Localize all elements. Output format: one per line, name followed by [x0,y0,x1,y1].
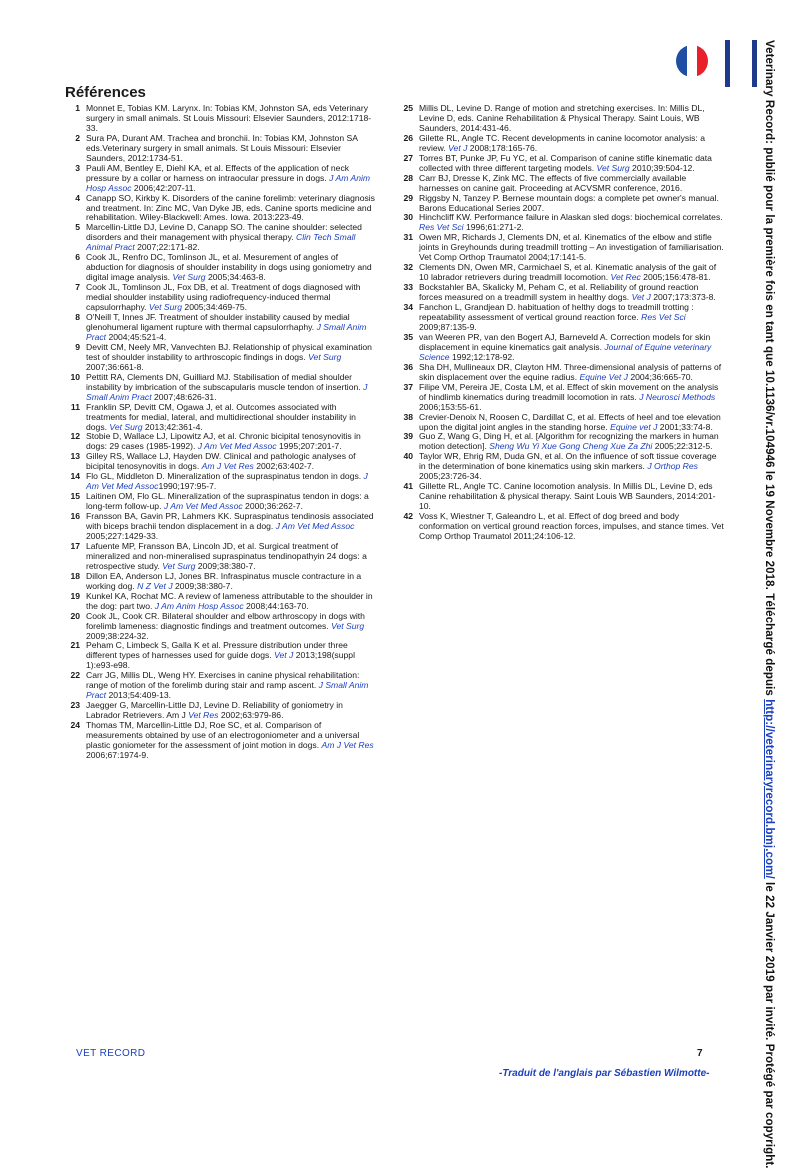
reference-text [419,104,724,134]
reference-authors-title: Flo GL, Middleton D. Mineralization of the supraspinatus tendon in dogs. [86,471,364,482]
reference-number: 41 [403,481,413,492]
reference-journal-link[interactable]: J Am Vet Med Assoc [163,501,243,512]
reference-journal-link[interactable]: Vet Surg [331,620,365,631]
reference-number: 36 [403,361,413,372]
reference-text [419,482,724,512]
reference-citation-details: 1992;12:178-92. [449,351,515,362]
reference-item [398,104,724,134]
reference-authors-title: Torres BT, Punke JP, Fu YC, et al. Comparison of canine stifle kinematic data collected with three different targeting models. [419,152,712,173]
reference-journal-link[interactable]: J Small Anim Pract [86,381,368,402]
reference-item [398,194,724,214]
reference-text [86,721,377,761]
reference-authors-title: Guo Z, Wang G, Ding H, et al. [Algorithm for recognizing the markers in human motion detection]. [419,431,719,452]
translator-credit: -Traduit de l'anglais par Sébastien Wilmotte- [499,1068,710,1079]
reference-item [65,373,377,403]
reference-text [86,701,377,721]
reference-authors-title: Bockstahler BA, Skalicky M, Peham C, et al. Reliability of ground reaction forces measured on a treadmill system in healthy dogs. [419,282,699,303]
reference-number: 27 [403,152,413,163]
reference-text [419,233,724,263]
reference-item [398,363,724,383]
reference-number: 2 [75,132,80,143]
reference-authors-title: Hinchcliff KW. Performance failure in Alaskan sled dogs: biochemical correlates. [419,212,723,223]
references-heading: Références [65,84,146,101]
references-column-left [65,104,377,761]
reference-text [419,213,724,233]
reference-journal-link[interactable]: Res Vet Sci [419,222,464,233]
reference-number: 21 [70,640,80,651]
reference-citation-details: 2009;38:380-7. [172,580,233,591]
reference-item [398,383,724,413]
reference-citation-details: 1990;197:95-7. [158,481,217,492]
reference-text [419,154,724,174]
reference-text [86,472,377,492]
side-journal-name: Veterinary Record [763,40,775,141]
reference-number: 14 [70,471,80,482]
reference-citation-details: 2013;54:409-13. [106,690,172,701]
reference-journal-link[interactable]: Equine Vet J [579,371,628,382]
reference-citation-details: 2008;44:163-70. [243,600,309,611]
reference-number: 33 [403,282,413,293]
reference-number: 4 [75,192,80,203]
flag-red-band [697,45,708,77]
reference-text [86,512,377,542]
reference-number: 11 [70,401,80,412]
reference-number: 13 [70,451,80,462]
reference-citation-details: 2006;67:1974-9. [86,749,149,760]
reference-text [419,432,724,452]
reference-item [398,174,724,194]
reference-authors-title: Dillon EA, Anderson LJ, Jones BR. Infraspinatus muscle contracture in a working dog. [86,570,362,591]
reference-authors-title: Jaegger G, Marcellin-Little DJ, Levine D. Reliability of goniometry in Labrador Retrievers. Am J [86,700,343,721]
reference-text [86,373,377,403]
reference-number: 1 [75,103,80,113]
reference-authors-title: Gilette RL, Angle TC. Recent developments in canine locomotor analysis: a review. [419,132,705,153]
side-journal-link[interactable]: http://veterinaryrecord.bmj.com/ [763,699,775,879]
reference-authors-title: Fanchon L, Grandjean D. habituation of helthy dogs to treadmill trotting : repeatability assessment of vertical ground reaction force. [419,302,694,323]
reference-number: 7 [75,282,80,293]
reference-item [65,701,377,721]
reference-text [419,283,724,303]
reference-text [86,164,377,194]
side-publication-info: : publié pour la première fois en tant que 10.1136/vr.104946 le 19 Novembre 2018. Téléchargé depuis [763,140,775,700]
reference-number: 23 [70,700,80,711]
reference-number: 40 [403,451,413,462]
reference-item [65,542,377,572]
reference-authors-title: Canapp SO, Kirkby K. Disorders of the canine forelimb: veterinary diagnosis and treatment. In: Zinc MC, Van Dyke JB, eds. Canine sports medicine and rehabilitation. Wiley-Blackwell: Ames. Iowa. 2013:223-49. [86,192,375,223]
reference-journal-link[interactable]: Vet Surg [109,421,143,432]
reference-number: 38 [403,411,413,422]
reference-journal-link[interactable]: Vet Rec [610,272,641,283]
reference-authors-title: Pauli AM, Bentley E, Diehl KA, et al. Effects of the application of neck pressure by a collar or harness on intraocular pressure in dogs. [86,162,350,183]
reference-text [419,194,724,214]
reference-authors-title: Gillette RL, Angle TC. Canine locomotion analysis. In Millis DL, Levine D, eds Canine rehabilitation & physical therapy. Saint Louis WB Saunders, 2014:201-10. [419,481,716,512]
reference-text [86,403,377,433]
reference-authors-title: Cook JL, Cook CR. Bilateral shoulder and elbow arthroscopy in dogs with forelimb lameness: diagnostic findings and treatment outcomes. [86,610,365,631]
reference-number: 26 [403,132,413,143]
reference-journal-link[interactable]: Journal of Equine veterinary Science [419,341,712,362]
reference-number: 39 [403,431,413,442]
reference-citation-details: 1996;61:271-2. [463,222,524,233]
reference-authors-title: Clements DN, Owen MR, Carmichael S, et al. Kinematic analysis of the gait of 10 labrador retrievers during treadmill locomotion. [419,262,717,283]
reference-citation-details: 2007;173:373-8. [650,292,716,303]
reference-number: 10 [70,371,80,382]
side-citation-notice [760,40,778,1169]
reference-item [65,164,377,194]
reference-number: 37 [403,381,413,392]
reference-authors-title: Cook JL, Renfro DC, Tomlinson JL, et al. Mesurement of angles of abduction for diagnosis of shoulder instability in dogs using goniometry and digital image analysis. [86,252,372,283]
reference-citation-details: 2005;23:726-34. [419,471,482,482]
reference-item [65,452,377,472]
reference-text [86,194,377,224]
reference-authors-title: Devitt CM, Neely MR, Vanvechten BJ. Relationship of physical examination test of shoulder instability to arthroscopic findings in dogs. [86,341,372,362]
reference-item [65,283,377,313]
reference-journal-link[interactable]: J Neurosci Methods [639,391,716,402]
reference-citation-details: 2009;38:380-7. [195,560,256,571]
reference-number: 19 [70,590,80,601]
reference-authors-title: Franklin SP, Devitt CM, Ogawa J, et al. Outcomes associated with treatments for medial, lateral, and multidirectional shoulder instability in dogs. [86,401,356,432]
header-accent-bar [725,40,730,87]
reference-journal-link[interactable]: Am J Vet Res [201,461,254,472]
reference-text [419,263,724,283]
reference-item [398,263,724,283]
reference-text [86,572,377,592]
reference-number: 15 [70,491,80,502]
reference-text [419,174,724,194]
reference-citation-details: 2007;22:171-82. [134,242,200,253]
reference-authors-title: Lafuente MP, Fransson BA, Lincoln JD, et al. Surgical treatment of mineralized and non-mineralised supraspinatus tendinopathyin 24 dogs: a retrospective study. [86,540,367,571]
reference-item [398,303,724,333]
reference-number: 18 [70,570,80,581]
reference-text [86,542,377,572]
reference-citation-details: 2005;34:463-8. [205,272,266,283]
reference-journal-link[interactable]: Res Vet Sci [641,312,686,323]
reference-journal-link[interactable]: Vet Surg [596,162,630,173]
reference-item [65,343,377,373]
references-column-right [398,104,724,542]
reference-citation-details: 2005;156:478-81. [640,272,711,283]
reference-journal-link[interactable]: Sheng Wu Yi Xue Gong Cheng Xue Za Zhi [489,441,653,452]
reference-item [398,482,724,512]
reference-item [65,512,377,542]
reference-text [86,432,377,452]
reference-citation-details: 2005;22:312-5. [652,441,713,452]
reference-journal-link[interactable]: J Orthop Res [647,461,698,472]
reference-item [65,194,377,224]
reference-number: 3 [75,162,80,173]
reference-number: 31 [403,232,413,243]
reference-journal-link[interactable]: Equine vet J [610,421,658,432]
reference-citation-details: 2009;38:224-32. [86,630,149,641]
reference-authors-title: Cook JL, Tomlinson JL, Fox DB, et al. Treatment of dogs diagnosed with medial shoulder instability using radiofrequency-induced thermal capsulorrhaphy. [86,282,361,313]
reference-text [86,134,377,164]
reference-text [86,452,377,472]
reference-text [86,283,377,313]
reference-item [65,721,377,761]
reference-citation-details: 1995;207:201-7. [276,441,342,452]
reference-authors-title: Fransson BA, Gavin PR, Lahmers KK. Supraspinatus tendinosis associated with biceps brachii tendon displacement in a dog. [86,511,374,532]
reference-number: 32 [403,262,413,273]
reference-authors-title: Gilley RS, Wallace LJ, Hayden DW. Clinical and pathologic analyses of bicipital tenosynovitis in dogs. [86,451,356,472]
reference-item [398,512,724,542]
reference-authors-title: Taylor WR, Ehrig RM, Duda GN, et al. On the influence of soft tissue coverage in the determination of bone kinematics using skin markers. [419,451,717,472]
reference-item [65,253,377,283]
reference-text [86,104,377,134]
reference-item [65,403,377,433]
reference-citation-details: 2004;45:521-4. [106,331,167,342]
reference-authors-title: Thomas TM, Marcellin-Little DJ, Roe SC, et al. Comparison of measurements obtained by use of an electrogoniometer and a universal plastic goniometer for the assessment of joint motion in dogs. [86,720,360,750]
reference-citation-details: 2002;63:402-7. [253,461,315,472]
footer-journal-name: VET RECORD [76,1048,146,1059]
page-number: 7 [697,1048,703,1059]
reference-item [65,492,377,512]
reference-journal-link[interactable]: Vet J [631,292,651,303]
reference-number: 9 [75,341,80,352]
reference-number: 20 [70,610,80,621]
reference-number: 5 [75,222,80,233]
reference-citation-details: 2001;33:74-8. [657,421,713,432]
reference-authors-title: Stobie D, Wallace LJ, Lipowitz AJ, et al. Chronic bicipital tenosynovitis in dogs: 29 cases (1985-1992). [86,431,361,452]
reference-journal-link[interactable]: Vet J [274,650,294,661]
reference-authors-title: Sha DH, Mullineaux DR, Clayton HM. Three-dimensional analysis of patterns of skin displacement over the equine radius. [419,361,722,382]
reference-citation-details: 2009;87:135-9. [419,321,477,332]
french-flag-icon [676,45,708,77]
reference-item [398,233,724,263]
reference-item [65,641,377,671]
reference-number: 12 [70,431,80,442]
reference-authors-title: O'Neill T, Innes JF. Treatment of shoulder instability caused by medial glenohumeral ligament rupture with thermal capsulorrhaphy. [86,312,350,332]
reference-citation-details: 2013;198(suppl 1):e93-e98. [86,650,355,671]
reference-text [419,512,724,542]
reference-journal-link[interactable]: J Am Vet Med Assoc [86,471,368,492]
reference-number: 29 [403,192,413,203]
reference-citation-details: 2005;227:1429-33. [86,530,159,541]
reference-item [65,313,377,343]
reference-authors-title: Sura PA, Durant AM. Trachea and bronchii. In: Tobias KM, Johnston SA eds.Veterinary surgery in small animals. St Louis Missouri: Elsevier Saunders, 2012:1734-51. [86,132,358,163]
reference-journal-link[interactable]: J Am Anim Hosp Assoc [154,600,244,611]
reference-citation-details: 2007;36:661-8. [86,361,144,372]
reference-journal-link[interactable]: J Am Vet Med Assoc [275,521,355,532]
reference-authors-title: Carr JG, Millis DL, Weng HY. Exercises in canine physical rehabilitation: range of motion of the forelimb during stair and ramp ascent. [86,670,360,691]
reference-journal-link[interactable]: J Small Anim Pract [86,321,367,342]
reference-authors-title: Owen MR, Richards J, Clements DN, et al. Kinematics of the elbow and stifle joints in Greyhounds during treadmill trotting – An investigation of familiarisation. Vet Comp Orthop Traumatol 2004;17:141-5. [419,232,724,263]
reference-journal-link[interactable]: Clin Tech Small Animal Pract [86,232,356,253]
reference-authors-title: Millis DL, Levine D. Range of motion and stretching exercises. In: Millis DL, Levine D, eds. Canine Rehabilitation & Physical Therapy. Saint Louis, WB Saunders, 2014:431-46. [419,103,705,133]
reference-number: 30 [403,212,413,223]
reference-text [419,452,724,482]
flag-blue-band [676,45,687,77]
reference-authors-title: Crevier-Denoix N, Roosen C, Dardillat C, et al. Effects of heel and toe elevation upon the digital joint angles in the standing horse. [419,411,721,432]
reference-citation-details: 2013;42:361-4. [142,421,203,432]
reference-journal-link[interactable]: J Small Anim Pract [86,680,369,701]
reference-text [86,671,377,701]
reference-citation-details: 2008;178:165-76. [467,142,538,153]
reference-number: 16 [70,511,80,522]
reference-authors-title: Pettitt RA, Clements DN, Guilliard MJ. Stabilisation of medial shoulder instability by imbrication of the subscapularis muscle tendon of insertion. [86,371,364,392]
reference-item [65,104,377,134]
reference-citation-details: 2010;39:504-12. [629,162,695,173]
reference-journal-link[interactable]: J Am Anim Hosp Assoc [86,172,371,193]
reference-authors-title: van Weeren PR, van den Bogert AJ, Barneveld A. Correction models for skin displacement in equine kinematics gait analysis. [419,331,711,352]
reference-citation-details: 2006;153:55-61. [419,401,482,412]
reference-number: 25 [403,103,413,113]
reference-text [419,303,724,333]
flag-white-band [687,45,698,77]
reference-number: 35 [403,331,413,342]
reference-item [398,413,724,433]
reference-journal-link[interactable]: Vet Surg [308,351,342,362]
reference-citation-details: 2007;48:626-31. [151,391,217,402]
reference-citation-details: 2006;42:207-11. [131,182,196,193]
header-accent-bar [752,40,757,87]
reference-item [398,452,724,482]
reference-text [419,333,724,363]
reference-authors-title: Voss K, Wiestner T, Galeandro L, et al. Effect of dog breed and body conformation on vertical ground reaction forces, impulses, and stance times. Vet Comp Orthop Traumatol 2011;24:106-12. [419,511,724,541]
reference-journal-link[interactable]: Am J Vet Res [321,740,374,750]
reference-authors-title: Carr BJ, Dresse K, Zink MC. The effects of five commercially available harnesses on canine gait. Proceeding at ACVSMR conference, 2016. [419,172,687,193]
reference-journal-link[interactable]: Vet Res [188,710,219,721]
reference-journal-link[interactable]: J Am Vet Med Assoc [197,441,277,452]
reference-item [65,572,377,592]
reference-authors-title: Monnet E, Tobias KM. Larynx. In: Tobias KM, Johnston SA, eds Veterinary surgery in small animals. St Louis Missouri: Elsevier Saunders, 2012:1718-33. [86,103,372,133]
reference-authors-title: Riggsby N, Tanzey P. Bernese mountain dogs: a complete pet owner's manual. Barons Educational Series 2007. [419,192,719,213]
reference-number: 42 [403,511,413,522]
reference-authors-title: Marcellin-Little DJ, Levine D, Canapp SO. The canine shoulder: selected disorders and their management with physical therapy. [86,222,362,243]
reference-item [65,671,377,701]
reference-text [86,313,377,343]
reference-text [86,253,377,283]
reference-item [65,592,377,612]
reference-text [419,363,724,383]
reference-journal-link[interactable]: Vet Surg [162,560,196,571]
reference-item [398,154,724,174]
reference-item [398,333,724,363]
reference-number: 28 [403,172,413,183]
reference-text [86,492,377,512]
reference-item [65,612,377,642]
reference-item [398,134,724,154]
reference-item [398,213,724,233]
reference-journal-link[interactable]: Vet Surg [172,272,206,283]
reference-authors-title: Kunkel KA, Rochat MC. A review of lameness attributable to the shoulder in the dog: part two. [86,590,373,611]
reference-number: 24 [70,720,80,731]
reference-text [86,641,377,671]
reference-citation-details: 2004;36:665-70. [627,371,693,382]
reference-authors-title: Laitinen OM, Flo GL. Mineralization of the supraspinatus tendon in dogs: a long-term follow-up. [86,491,369,512]
reference-text [86,592,377,612]
reference-text [419,413,724,433]
reference-citation-details: 2005;34:469-75. [182,302,248,313]
side-access-info: le 22 Janvier 2019 par invité. Protégé par copyright. [763,878,775,1169]
reference-item [65,432,377,452]
reference-text [86,343,377,373]
reference-item [65,223,377,253]
reference-number: 8 [75,312,80,323]
reference-journal-link[interactable]: N Z Vet J [137,580,173,591]
reference-item [65,472,377,492]
reference-number: 17 [70,540,80,551]
reference-journal-link[interactable]: Vet Surg [148,302,183,313]
reference-item [65,134,377,164]
reference-text [86,612,377,642]
reference-citation-details: 2002;63:979-86. [218,710,284,721]
reference-text [419,383,724,413]
reference-item [398,283,724,303]
reference-authors-title: Peham C, Limbeck S, Galla K et al. Pressure distribution under three different types of harnesses used for guide dogs. [86,640,348,661]
reference-number: 34 [403,302,413,313]
reference-item [398,432,724,452]
reference-text [419,134,724,154]
reference-number: 6 [75,252,80,263]
reference-citation-details: 2000;36:262-7. [242,501,303,512]
reference-text [86,223,377,253]
reference-number: 22 [70,670,80,681]
reference-journal-link[interactable]: Vet J [448,142,468,153]
reference-authors-title: Filipe VM, Pereira JE, Costa LM, et al. Effect of skin movement on the analysis of hindlimb kinematics during treadmill locomotion in rats. [419,381,719,402]
